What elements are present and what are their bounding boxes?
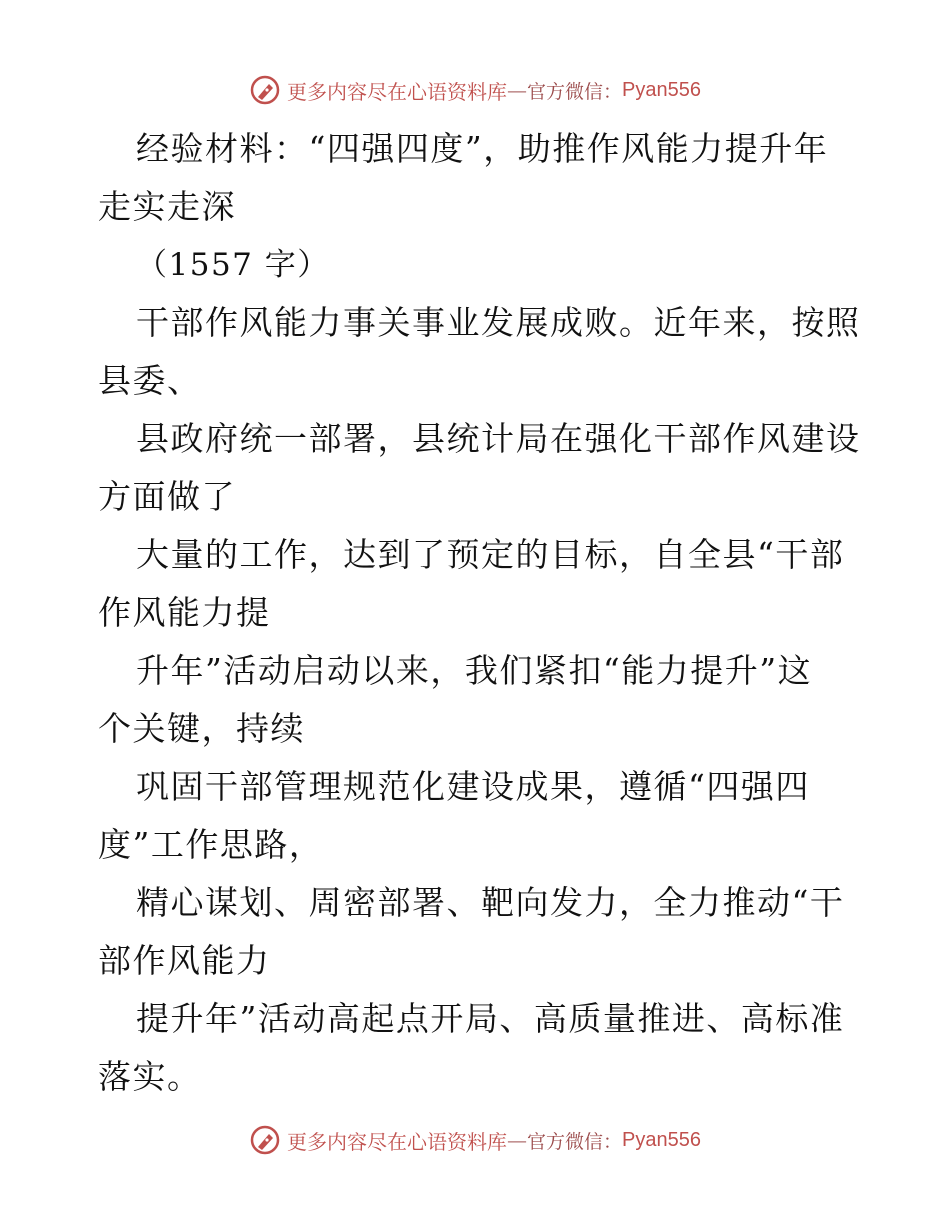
- footer-banner: [0, 1120, 950, 1160]
- paragraph-line: 部作风能力: [98, 941, 271, 980]
- paragraph-line: 县政府统一部署，县统计局在强化干部作风建设: [136, 419, 861, 458]
- banner-separator: —: [507, 78, 527, 102]
- paragraph-line: 巩固干部管理规范化建设成果，遵循“四强四: [136, 767, 810, 806]
- paragraph-line: 个关键，持续: [98, 709, 305, 748]
- header-banner: [0, 70, 950, 110]
- document-body: [98, 120, 861, 1106]
- paragraph-line: 方面做了: [98, 477, 236, 516]
- paragraph-line: 落实。: [98, 1057, 202, 1096]
- banner-text: 更多内容尽在心语资料库: [287, 1129, 507, 1154]
- banner-separator: —: [507, 1128, 527, 1152]
- paragraph-line: 作风能力提: [98, 593, 271, 632]
- word-count: （1557 字）: [136, 247, 330, 283]
- banner-wechat-id: Pyan556: [622, 78, 701, 101]
- document-title-line-1: 经验材料：“四强四度”，助推作风能力提升年: [136, 129, 829, 168]
- paragraph-line: 精心谋划、周密部署、靶向发力，全力推动“干: [136, 883, 845, 922]
- paragraph-line: 提升年”活动高起点开局、高质量推进、高标准: [136, 999, 845, 1038]
- banner-wechat-id: Pyan556: [622, 1128, 701, 1151]
- paragraph-line: 度”工作思路，: [98, 825, 324, 864]
- paragraph-line: 大量的工作，达到了预定的目标，自全县“干部: [136, 535, 845, 574]
- pen-nib-logo-icon: [249, 1124, 281, 1156]
- banner-wechat-label: 官方微信：: [527, 1130, 623, 1153]
- document-title-line-2: 走实走深: [98, 187, 236, 226]
- banner-text: 更多内容尽在心语资料库: [287, 79, 507, 104]
- paragraph-line: 升年”活动启动以来，我们紧扣“能力提升”这: [136, 651, 813, 690]
- paragraph-line: 县委、: [98, 361, 202, 400]
- banner-wechat-label: 官方微信：: [527, 80, 623, 103]
- paragraph-line: 干部作风能力事关事业发展成败。近年来，按照: [136, 303, 861, 342]
- pen-nib-logo-icon: [249, 74, 281, 106]
